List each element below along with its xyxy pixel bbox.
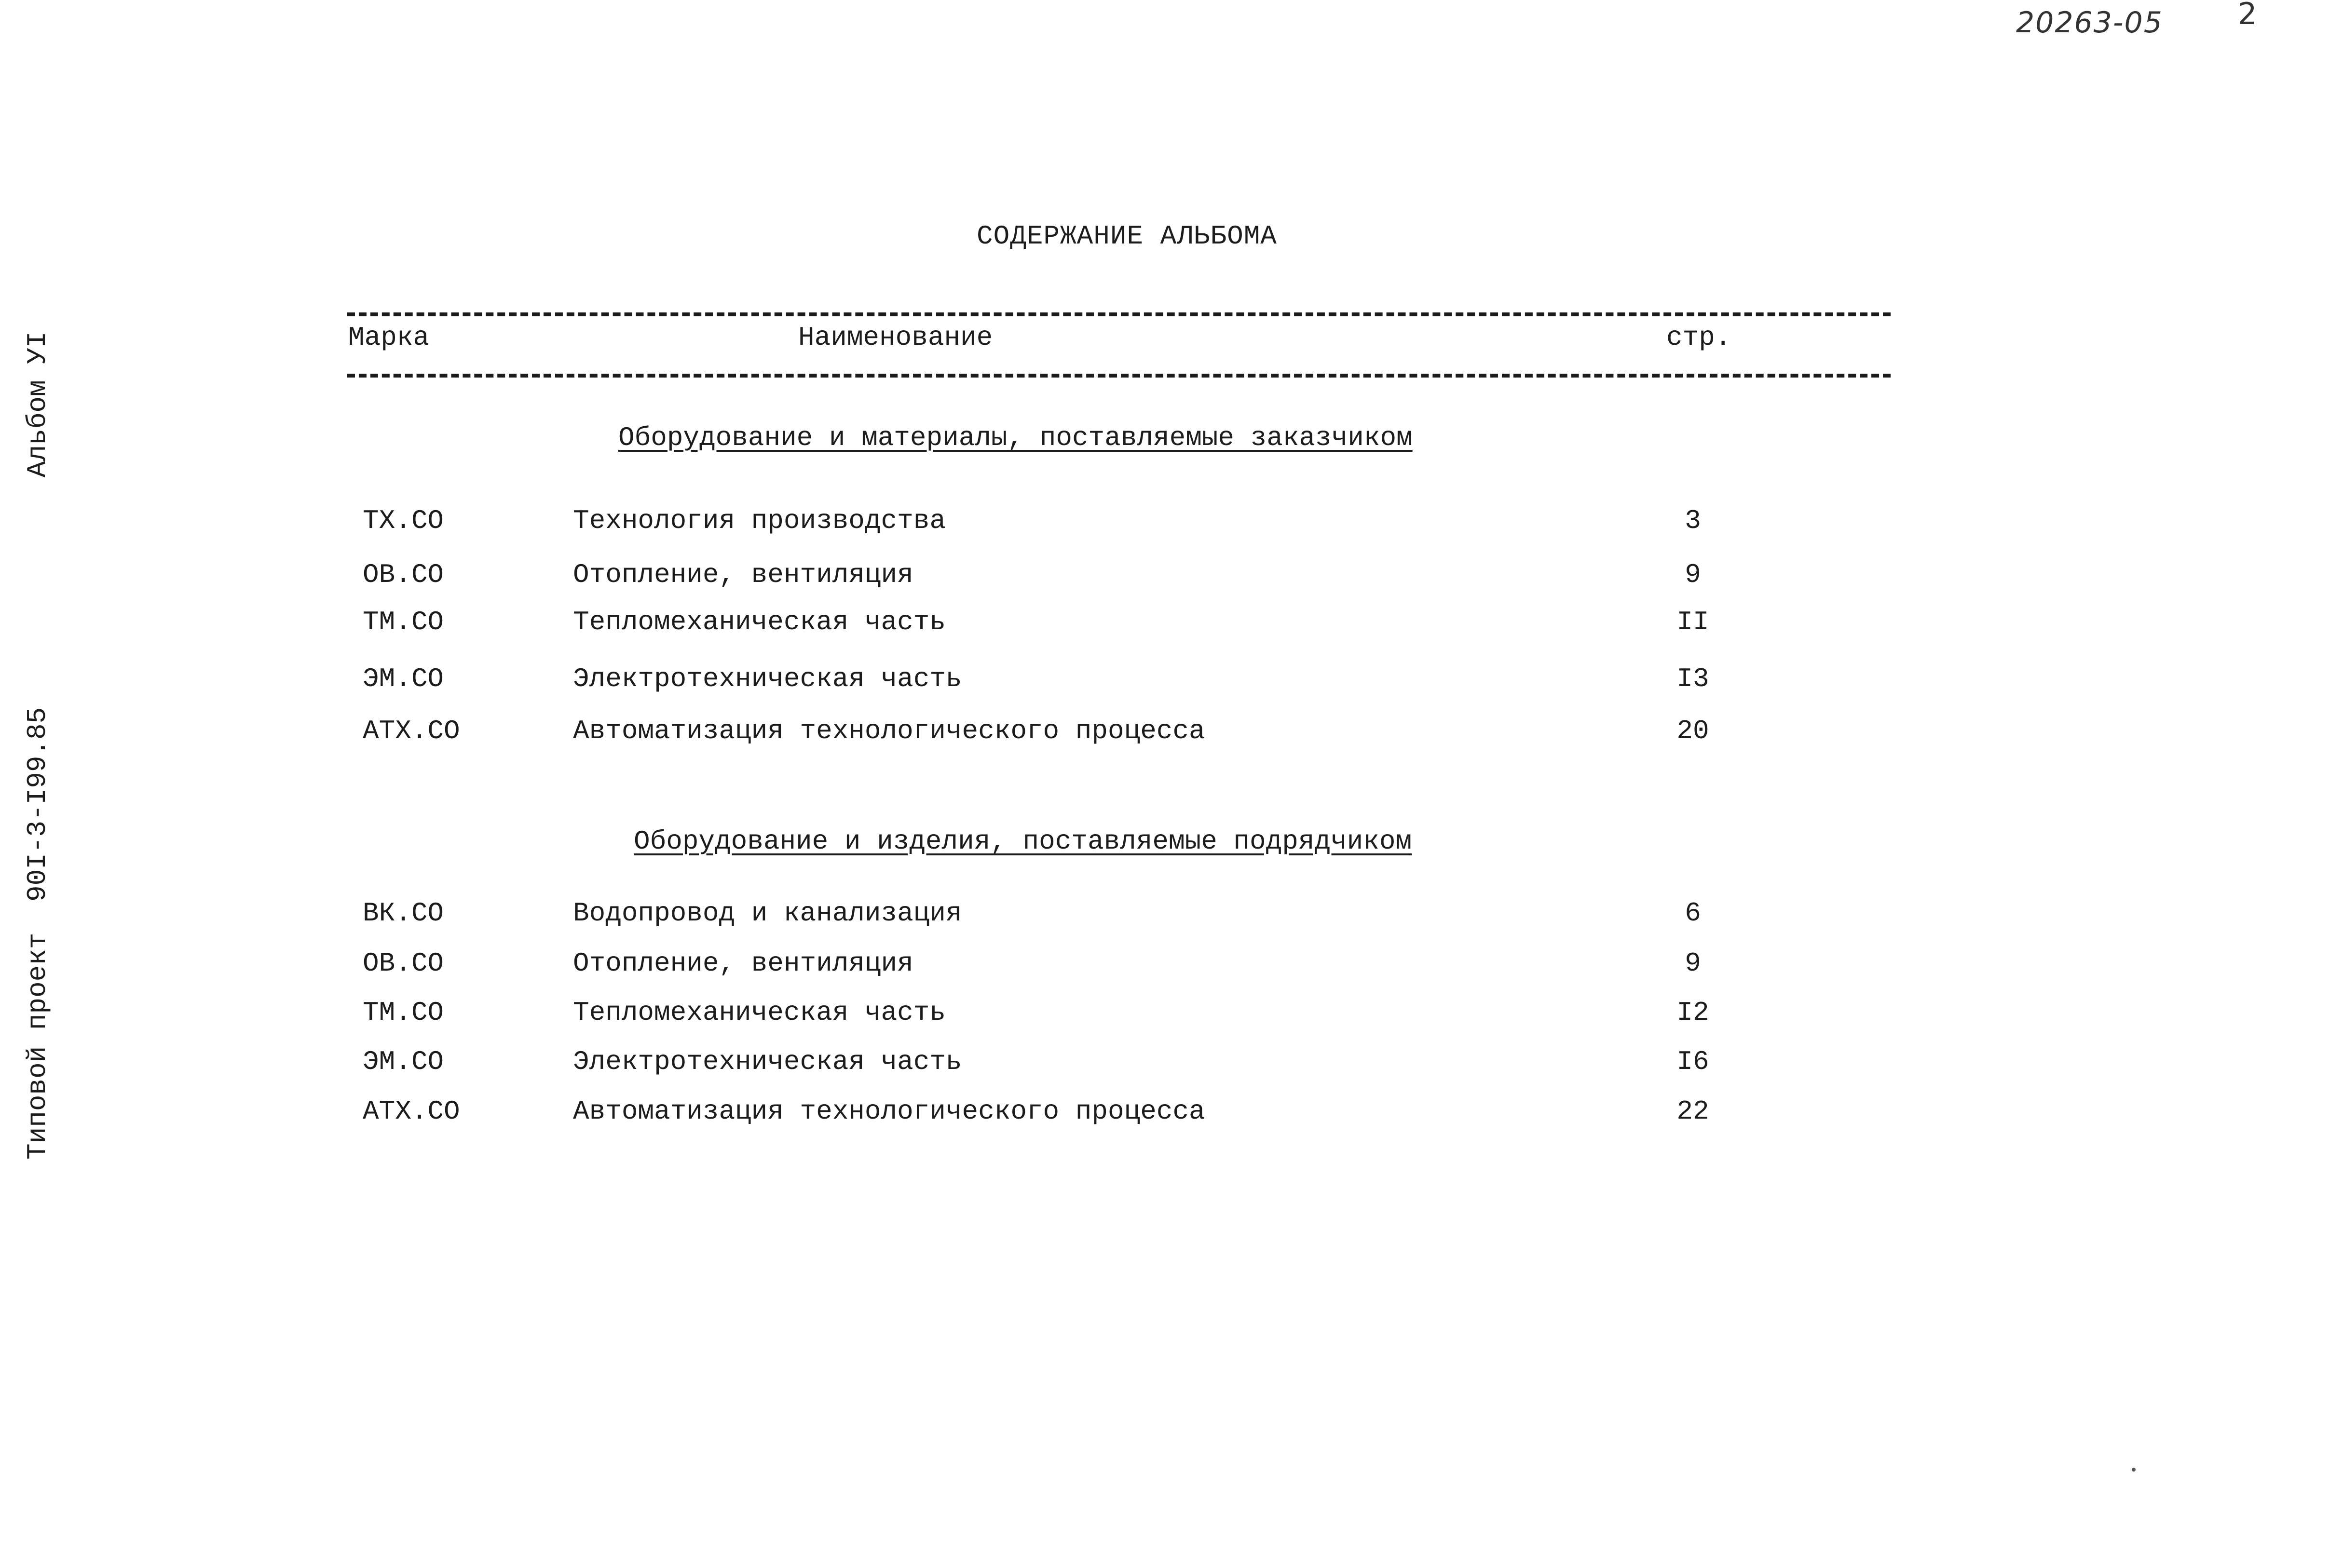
table-row: [0, 505, 2343, 544]
header-bottom-divider: [347, 374, 1891, 378]
row-name: Автоматизация технологического процесса: [573, 716, 1205, 746]
header-name: Наименование: [798, 322, 993, 353]
row-code: ВК.СО: [363, 898, 444, 929]
row-code: ТХ.СО: [363, 505, 444, 536]
row-page: 6: [1685, 898, 1701, 929]
row-page: 9: [1685, 559, 1701, 590]
row-page: 20: [1676, 716, 1709, 746]
row-code: ЭМ.СО: [363, 1046, 444, 1077]
row-code: АТХ.СО: [363, 716, 460, 746]
row-code: ТМ.СО: [363, 607, 444, 637]
row-name: Тепломеханическая часть: [573, 997, 946, 1028]
row-name: Отопление, вентиляция: [573, 559, 913, 590]
page-title: СОДЕРЖАНИЕ АЛЬБОМА: [977, 221, 1277, 252]
header-page: стр.: [1666, 322, 1731, 353]
row-page: I3: [1676, 663, 1709, 694]
row-page: 3: [1685, 505, 1701, 536]
document-code: 20263-05: [2016, 6, 2163, 40]
side-label-project-type: Типовой проект: [22, 933, 53, 1160]
row-name: Отопление, вентиляция: [573, 948, 913, 979]
row-page: 22: [1676, 1096, 1709, 1127]
table-row: [0, 607, 2343, 645]
row-page: I6: [1676, 1046, 1709, 1077]
row-code: ОВ.СО: [363, 559, 444, 590]
table-row: [0, 1046, 2343, 1085]
row-name: Водопровод и канализация: [573, 898, 962, 929]
row-code: АТХ.СО: [363, 1096, 460, 1127]
row-page: 9: [1685, 948, 1701, 979]
row-page: I2: [1676, 997, 1709, 1028]
sheet-number: 2: [2238, 0, 2257, 31]
table-row: [0, 716, 2343, 754]
row-name: Автоматизация технологического процесса: [573, 1096, 1205, 1127]
table-row: [0, 559, 2343, 598]
side-label-project-number: 90I-3-I99.85: [22, 707, 53, 902]
section-title-customer: Оборудование и материалы, поставляемые заказчиком: [618, 422, 1413, 453]
scan-speck: [2132, 1468, 2136, 1472]
section-title-contractor: Оборудование и изделия, поставляемые подрядчиком: [634, 826, 1412, 857]
row-name: Электротехническая часть: [573, 663, 962, 694]
header-code: Марка: [348, 322, 430, 353]
row-page: II: [1676, 607, 1709, 637]
table-row: [0, 663, 2343, 702]
row-code: ТМ.СО: [363, 997, 444, 1028]
row-name: Тепломеханическая часть: [573, 607, 946, 637]
table-row: [0, 1096, 2343, 1135]
table-row: [0, 997, 2343, 1036]
table-row: [0, 898, 2343, 936]
table-row: [0, 948, 2343, 987]
row-code: ОВ.СО: [363, 948, 444, 979]
header-top-divider: [347, 312, 1891, 316]
row-name: Технология производства: [573, 505, 946, 536]
row-name: Электротехническая часть: [573, 1046, 962, 1077]
side-label-album: Альбом УI: [22, 331, 53, 477]
row-code: ЭМ.СО: [363, 663, 444, 694]
